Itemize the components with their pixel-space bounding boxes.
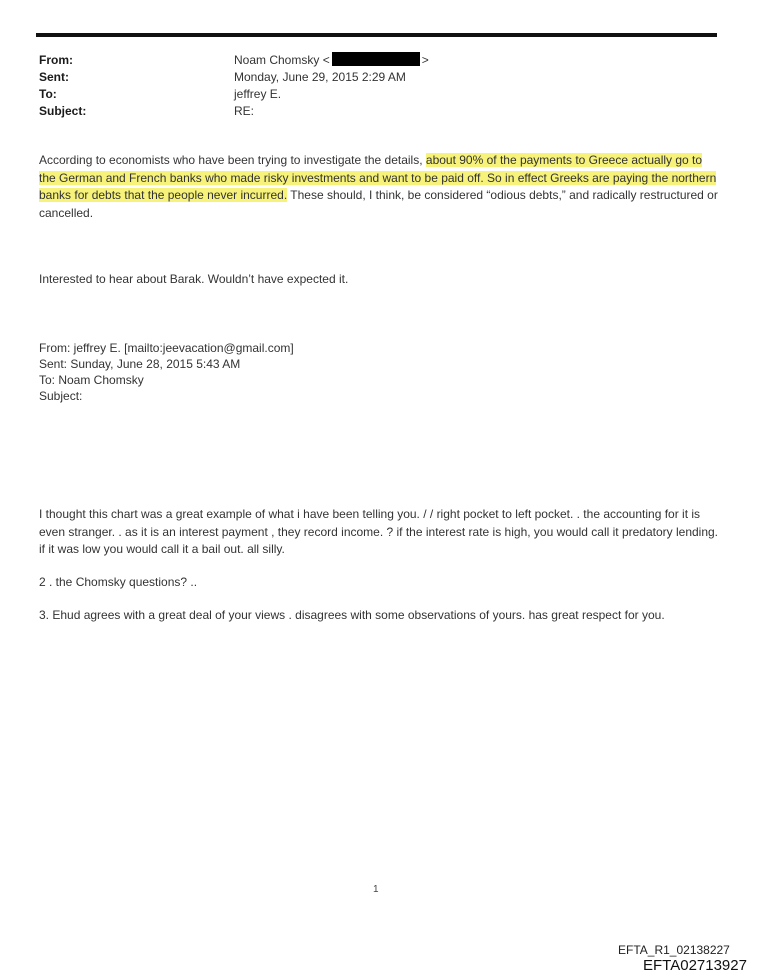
bates-stamp-2: EFTA02713927 [643,957,747,974]
quoted-to: To: Noam Chomsky [39,373,144,387]
subject-label: Subject: [39,104,87,118]
from-value [234,52,429,69]
sent-value: Monday, June 29, 2015 2:29 AM [234,70,406,84]
quoted-paragraph-2: 2 . the Chomsky questions? .. [39,575,198,589]
from-close: > [421,53,429,67]
quoted-from: From: jeffrey E. [mailto:jeevacation@gmail.com] [39,341,294,355]
body-paragraph-2: Interested to hear about Barak. Wouldn’t have expected it. [39,272,349,286]
highlighted-text: about 90% of the payments to Greece actually go to the German and French banks who made risky investments and want to be paid off. So in effect Greeks are paying the northern banks for debts that the people never incurred. [39,153,717,202]
body-text: According to economists who have been trying to investigate the details, [39,153,426,167]
body-text: These should, I think, be considered “odious debts,” and radically restructured or cancelled. [39,188,718,220]
quoted-paragraph-3: 3. Ehud agrees with a great deal of your views . disagrees with some observations of yours. has great respect for you. [39,608,665,622]
quoted-subject: Subject: [39,389,83,403]
page-number: 1 [373,884,379,895]
to-label: To: [39,87,57,101]
header-rule [36,33,717,37]
body-paragraph-1 [39,152,719,222]
sent-label: Sent: [39,70,69,84]
bates-stamp-1: EFTA_R1_02138227 [618,943,730,957]
redaction-box [332,52,420,66]
quoted-sent: Sent: Sunday, June 28, 2015 5:43 AM [39,357,241,371]
subject-value: RE: [234,104,255,118]
from-name: Noam Chomsky < [234,53,330,67]
from-label: From: [39,53,73,67]
quoted-paragraph-1: I thought this chart was a great example of what i have been telling you. / / right pocket to left pocket. . the accounting for it is even stranger. . as it is an interest payment , they record income. ? if the interest rate is high, you would call it predatory lending. if it was low you would call it a bail out. all silly. [39,507,719,556]
to-value: jeffrey E. [234,87,282,101]
